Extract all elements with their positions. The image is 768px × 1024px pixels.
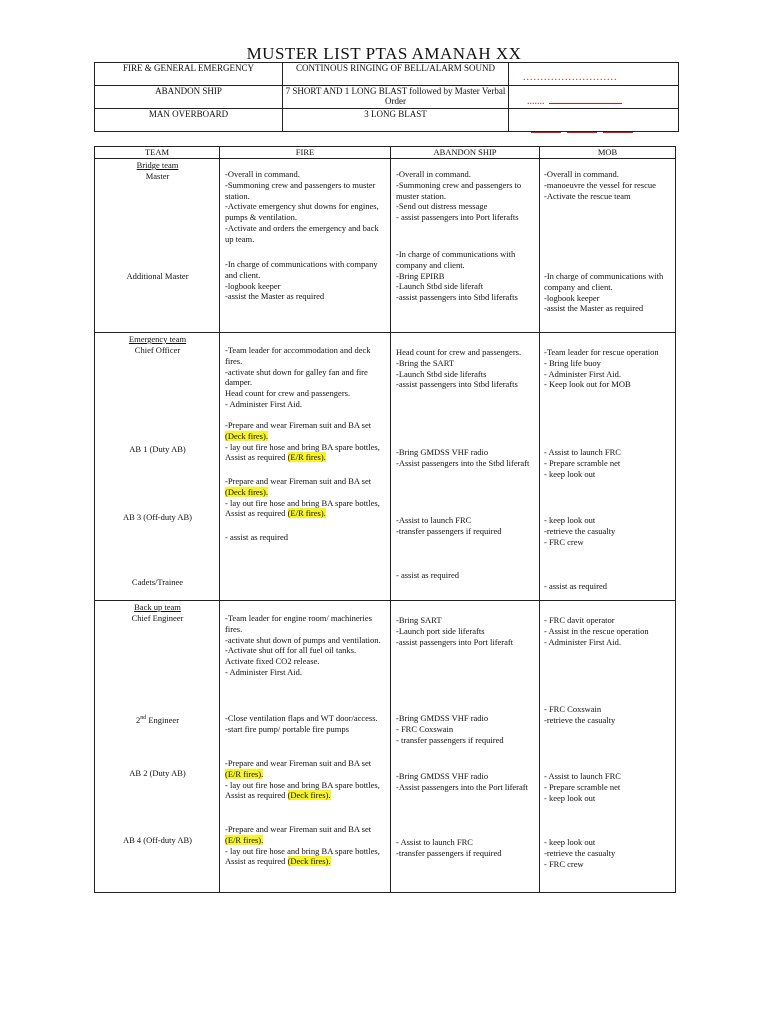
mob-duty-cell [540, 601, 676, 893]
duty-line: - assist passengers into Port liferafts [396, 212, 519, 223]
duty-list [225, 613, 388, 678]
duty-line: -Bring GMDSS VHF radio [396, 713, 489, 723]
signal-mark-cell [509, 86, 679, 109]
duty-line: Activate fixed CO2 release. [225, 656, 320, 667]
duty-line: -Send out distress message [396, 201, 488, 212]
signal-row-fire [95, 63, 679, 86]
duty-list [396, 570, 536, 581]
signal-event: FIRE & GENERAL EMERGENCY [95, 63, 283, 86]
duty-line: -logbook keeper [225, 280, 281, 291]
duty-line: -Activate emergency shut downs for engines, pumps & ventilation. [225, 201, 379, 223]
signal-event: MAN OVERBOARD [95, 109, 283, 132]
duty-line: -In charge of communications with company and client. [396, 249, 516, 270]
duty-list [544, 704, 672, 726]
duty-line: - Bring life buoy [544, 357, 601, 368]
duty-line: -activate shut down of pumps and ventilation. [225, 634, 381, 645]
duty-list [396, 249, 536, 303]
duty-list [544, 271, 672, 314]
highlight-deck-fires: (Deck fires). [225, 430, 268, 441]
duty-line: - Administer First Aid. [225, 398, 302, 409]
duty-line: - assist as required [544, 581, 608, 591]
duty-line: -Bring the SART [396, 357, 455, 368]
duty-line: - FRC Coxswain [544, 704, 602, 714]
duty-list [544, 169, 672, 201]
highlight-er-fires: (E/R fires). [287, 508, 326, 519]
header-fire: FIRE [220, 147, 391, 159]
duty-line: - Administer First Aid. [544, 636, 621, 647]
role-master: Master [145, 171, 170, 181]
duty-line: - Assist to launch FRC [544, 771, 621, 781]
duty-line: -Team leader for accommodation and deck fires. [225, 345, 371, 366]
role-ab3: AB 3 (Off-duty AB) [122, 512, 193, 522]
duty-line: -logbook keeper [544, 292, 600, 303]
abandon-duty-cell [391, 601, 540, 893]
duty-line: -Activate and orders the emergency and back up team. [225, 222, 379, 244]
red-underline-marks [531, 125, 639, 135]
role-ab2: AB 2 (Duty AB) [129, 768, 186, 778]
duty-line: -Assist passengers into the Stbd liferaft [396, 457, 530, 468]
duty-list [544, 347, 672, 390]
signal-row-mob [95, 109, 679, 132]
role-second-engineer: 2nd Engineer [135, 714, 180, 725]
duty-line: - keep look out [544, 468, 596, 479]
duty-text: -Prepare and wear Fireman suit and BA set (Deck fires). - lay out fire hose and bring BA spare bottles, Assist as required (E/R fires). [225, 420, 380, 463]
duty-line: -Team leader for engine room/ machineries fires. [225, 613, 372, 634]
group-label: Bridge team [136, 160, 179, 170]
header-team: TEAM [95, 147, 220, 159]
duty-list [396, 713, 536, 745]
duty-line: -activate shut down for galley fan and fire damper. [225, 366, 368, 388]
fire-duty-cell [220, 601, 391, 893]
duty-list [544, 615, 672, 647]
header-mob: MOB [540, 147, 676, 159]
fire-duty-cell [220, 333, 391, 601]
duty-list [544, 515, 672, 547]
signal-mark-cell [509, 109, 679, 132]
signal-description: 3 LONG BLAST [283, 109, 509, 132]
duty-text: -Prepare and wear Fireman suit and BA set (E/R fires). - lay out fire hose and bring BA spare bottles, Assist as required (Deck fires). [225, 758, 380, 801]
highlight-er-fires: (E/R fires). [287, 452, 326, 463]
duty-list [225, 259, 388, 302]
duty-line: -In charge of communications with company and client. [225, 259, 378, 280]
signal-event: ABANDON SHIP [95, 86, 283, 109]
duty-line: -Bring EPIRB [396, 270, 445, 281]
role-chief-officer: Chief Officer [134, 345, 181, 355]
duty-line: -Overall in command. [225, 169, 300, 179]
abandon-duty-cell [391, 159, 540, 333]
duty-line: -assist the Master as required [544, 303, 644, 314]
duty-line: -Assist to launch FRC [396, 515, 472, 525]
duty-list [544, 447, 672, 479]
duty-list [396, 615, 536, 647]
duty-line: -retrieve the casualty [544, 525, 616, 536]
duty-text: -Prepare and wear Fireman suit and BA set (E/R fires). - lay out fire hose and bring BA spare bottles, Assist as required (Deck fires). [225, 824, 380, 867]
duty-line: -assist passengers into Stbd liferafts [396, 292, 518, 303]
duty-line: - Prepare scramble net [544, 457, 621, 468]
duty-line: -Activate shut off for all fuel oil tanks. [225, 645, 357, 656]
duty-line: -Team leader for rescue operation [544, 347, 659, 357]
muster-duties-table [94, 146, 676, 893]
signal-row-abandon [95, 86, 679, 109]
duty-line: -Bring SART [396, 615, 442, 625]
red-dotted-line: ....... [527, 94, 622, 107]
duty-list [225, 169, 388, 245]
duty-line: - assist as required [396, 570, 460, 580]
duty-line: -assist the Master as required [225, 291, 325, 302]
duty-line: - Assist to launch FRC [396, 837, 473, 847]
signal-description: 7 SHORT AND 1 LONG BLAST followed by Master Verbal Order [283, 86, 509, 109]
duty-line: - keep look out [544, 792, 596, 803]
duty-line: -Overall in command. [396, 169, 471, 179]
duty-list [396, 447, 536, 469]
table-header-row [95, 147, 676, 159]
duty-line: Head count for crew and passengers. [396, 347, 522, 357]
duty-list [396, 837, 536, 859]
duty-text: - assist as required [225, 532, 289, 542]
group-label: Back up team [134, 602, 181, 612]
duty-line: -Summoning crew and passengers to muster station. [396, 179, 522, 201]
role-ab1: AB 1 (Duty AB) [129, 444, 186, 454]
role-cadets: Cadets/Trainee [131, 577, 184, 587]
role-ab4: AB 4 (Off-duty AB) [122, 835, 193, 845]
document-title: MUSTER LIST PTAS AMANAH XX [246, 44, 522, 63]
duty-line: -transfer passengers if required [396, 847, 502, 858]
highlight-er-fires: (E/R fires). [225, 834, 264, 845]
duty-line: -Summoning crew and passengers to muster station. [225, 179, 376, 201]
role-chief-engineer: Chief Engineer [131, 613, 184, 623]
abandon-duty-cell [391, 333, 540, 601]
highlight-er-fires: (E/R fires). [225, 768, 264, 779]
bridge-team-row [95, 159, 676, 333]
highlight-deck-fires: (Deck fires). [287, 856, 331, 867]
duty-line: - keep look out [544, 837, 596, 847]
red-dotted-line: ........................... [523, 72, 618, 83]
duty-line: - keep look out [544, 515, 596, 525]
duty-line: - Assist to launch FRC [544, 447, 621, 457]
duty-line: -Activate the rescue team [544, 190, 631, 201]
signal-mark-cell [509, 63, 679, 86]
mob-duty-cell [540, 159, 676, 333]
duty-line: -Launch port side liferafts [396, 625, 485, 636]
duty-line: -assist passengers into Port liferaft [396, 636, 514, 647]
highlight-deck-fires: (Deck fires). [287, 790, 331, 801]
duty-line: -Assist passengers into the Port liferaft [396, 781, 528, 792]
duty-line: -start fire pump/ portable fire pumps [225, 723, 349, 734]
backup-team-row [95, 601, 676, 893]
duty-list [396, 169, 536, 223]
duty-line: -Bring GMDSS VHF radio [396, 771, 489, 781]
duty-line: - Assist in the rescue operation [544, 625, 649, 636]
signal-description: CONTINOUS RINGING OF BELL/ALARM SOUND [283, 63, 509, 86]
duty-list [225, 345, 388, 410]
duty-line: - FRC Coxswain [396, 723, 454, 734]
duty-list [544, 837, 672, 869]
duty-list [396, 515, 536, 537]
group-label: Emergency team [128, 334, 187, 344]
duty-line: -Overall in command. [544, 169, 619, 179]
duty-line: - Administer First Aid. [544, 368, 621, 379]
duty-line: - Keep look out for MOB [544, 379, 631, 390]
duty-list [396, 347, 536, 390]
duty-line: -assist passengers into Stbd liferafts [396, 379, 518, 390]
team-cell [95, 159, 220, 333]
duty-line: - FRC crew [544, 858, 584, 869]
header-abandon-ship: ABANDON SHIP [391, 147, 540, 159]
duty-line: - Prepare scramble net [544, 781, 621, 792]
duty-line: -retrieve the casualty [544, 847, 616, 858]
duty-line: -Close ventilation flaps and WT door/access. [225, 713, 378, 723]
duty-line: - FRC crew [544, 536, 584, 547]
role-additional-master: Additional Master [126, 271, 189, 281]
duty-line: - Administer First Aid. [225, 666, 302, 677]
mob-duty-cell [540, 333, 676, 601]
duty-line: Head count for crew and passengers. [225, 388, 351, 399]
duty-list [544, 771, 672, 803]
alarm-signals-table [94, 62, 679, 132]
duty-line: - FRC davit operator [544, 615, 615, 625]
duty-line: -Launch Stbd side liferafts [396, 368, 487, 379]
duty-line: -Bring GMDSS VHF radio [396, 447, 489, 457]
duty-line: -manoeuvre the vessel for rescue [544, 179, 656, 190]
fire-duty-cell [220, 159, 391, 333]
duty-list [225, 713, 388, 735]
duty-line: - transfer passengers if required [396, 734, 504, 745]
duty-text: -Prepare and wear Fireman suit and BA set (Deck fires). - lay out fire hose and bring BA spare bottles, Assist as required (E/R fires). [225, 476, 380, 519]
duty-line: -Launch Stbd side liferaft [396, 281, 484, 292]
team-cell [95, 601, 220, 893]
duty-list [396, 771, 536, 793]
duty-line: -transfer passengers if required [396, 525, 502, 536]
duty-list [544, 581, 672, 592]
team-cell [95, 333, 220, 601]
duty-line: -retrieve the casualty [544, 714, 616, 725]
duty-line: -In charge of communications with company and client. [544, 271, 664, 292]
emergency-team-row [95, 333, 676, 601]
highlight-deck-fires: (Deck fires). [225, 486, 268, 497]
